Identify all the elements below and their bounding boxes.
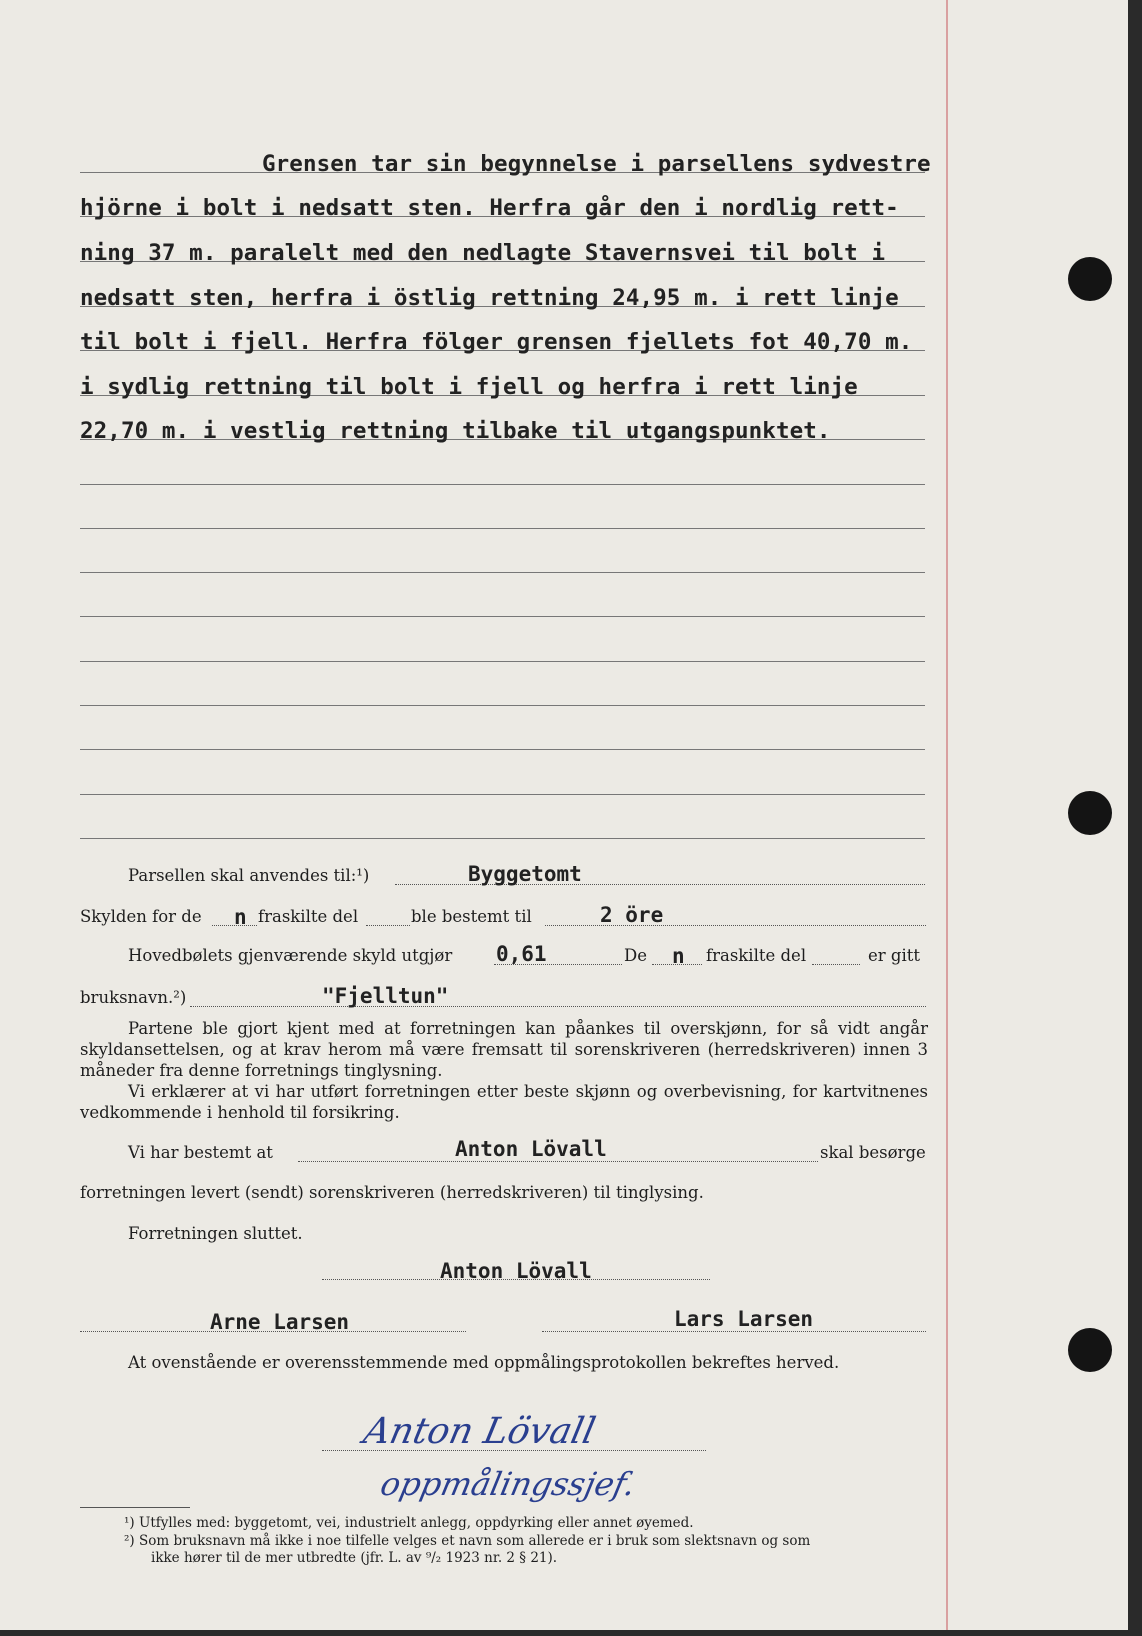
sign-right: Lars Larsen <box>674 1307 814 1331</box>
bestemt-value: Anton Lövall <box>455 1137 607 1161</box>
bruk-value: "Fjelltun" <box>322 984 449 1008</box>
svg-text:Anton Lövall: Anton Lövall <box>360 1409 600 1452</box>
hoved-n: n <box>672 944 685 968</box>
sign-center: Anton Lövall <box>440 1259 592 1283</box>
skyld-value: 2 öre <box>600 903 664 927</box>
signature-line <box>322 1450 706 1451</box>
hoved-value: 0,61 <box>496 942 547 966</box>
body-line: hjörne i bolt i nedsatt sten. Herfra går den i nordlig rett- <box>80 195 899 221</box>
footnote-2: ²) Som bruksnavn må ikke i noe tilfelle velges et navn som allerede er i bruk som slektsnavn og som <box>124 1533 811 1549</box>
handwritten-signature <box>350 1405 730 1515</box>
ruled-line <box>80 528 925 529</box>
dotted-line <box>812 964 860 965</box>
footnote-rule <box>80 1507 190 1508</box>
footnote-1: ¹) Utfylles med: byggetomt, vei, industrielt anlegg, oppdyrking eller annet øyemed. <box>124 1515 694 1531</box>
levert-text: forretningen levert (sendt) sorenskriveren (herredskriveren) til tinglysing. <box>80 1183 704 1202</box>
ruled-line <box>80 794 925 795</box>
body-line: Grensen tar sin begynnelse i parsellens sydvestre <box>262 151 931 177</box>
body-line: 22,70 m. i vestlig rettning tilbake til utgangspunktet. <box>80 418 831 444</box>
margin-rule <box>946 0 948 1630</box>
body-line: i sydlig rettning til bolt i fjell og herfra i rett linje <box>80 374 858 400</box>
ruled-line <box>80 616 925 617</box>
skyld-label-b: fraskilte del <box>258 907 359 926</box>
para-appeal: Partene ble gjort kjent med at forretningen kan påankes til overskjønn, for så vidt angår skyldansettelsen, og at krav herom må være fremsatt til sorenskriveren (herredskriveren) innen 3 måneder fra denne forretnings tinglysning. <box>80 1019 928 1080</box>
dotted-line <box>190 1006 926 1007</box>
ruled-line <box>80 749 925 750</box>
punch-hole <box>1068 257 1112 301</box>
confirm-text: At ovenstående er overensstemmende med oppmålingsprotokollen bekreftes herved. <box>128 1353 840 1372</box>
use-label: Parsellen skal anvendes til:¹) <box>128 866 370 885</box>
sign-left: Arne Larsen <box>210 1310 350 1334</box>
body-line: til bolt i fjell. Herfra fölger grensen fjellets fot 40,70 m. <box>80 329 913 355</box>
skyld-label-c: ble bestemt til <box>411 907 532 926</box>
bestemt-tail: skal besørge <box>820 1143 926 1162</box>
hoved-label-c: er gitt <box>868 946 920 965</box>
skyld-label: Skylden for de <box>80 907 202 926</box>
ruled-line <box>80 838 925 839</box>
dotted-line <box>366 925 410 926</box>
skyld-n: n <box>234 905 247 929</box>
punch-hole <box>1068 791 1112 835</box>
ruled-line <box>80 661 925 662</box>
para-declaration: Vi erklærer at vi har utført forretningen etter beste skjønn og overbevisning, for kartvitnenes vedkommende i henhold til forsikring. <box>80 1082 928 1122</box>
hoved-label: Hovedbølets gjenværende skyld utgjør <box>128 946 453 965</box>
bestemt-label: Vi har bestemt at <box>128 1143 273 1162</box>
hoved-label-b: fraskilte del <box>706 946 807 965</box>
dotted-line <box>298 1161 818 1162</box>
ruled-line <box>80 705 925 706</box>
signature-line <box>542 1331 926 1332</box>
body-line: ning 37 m. paralelt med den nedlagte Stavernsvei til bolt i <box>80 240 886 266</box>
footnote-2-cont: ikke hører til de mer utbredte (jfr. L. av ⁹/₂ 1923 nr. 2 § 21). <box>151 1550 558 1566</box>
sluttet-text: Forretningen sluttet. <box>128 1224 303 1243</box>
punch-hole <box>1068 1328 1112 1372</box>
hoved-de: De <box>624 946 647 965</box>
svg-text:oppmålingssjef.: oppmålingssjef. <box>377 1465 639 1503</box>
bruk-label: bruksnavn.²) <box>80 988 187 1007</box>
use-value: Byggetomt <box>468 862 582 886</box>
ruled-line <box>80 484 925 485</box>
ruled-line <box>80 572 925 573</box>
body-line: nedsatt sten, herfra i östlig rettning 24,95 m. i rett linje <box>80 285 899 311</box>
